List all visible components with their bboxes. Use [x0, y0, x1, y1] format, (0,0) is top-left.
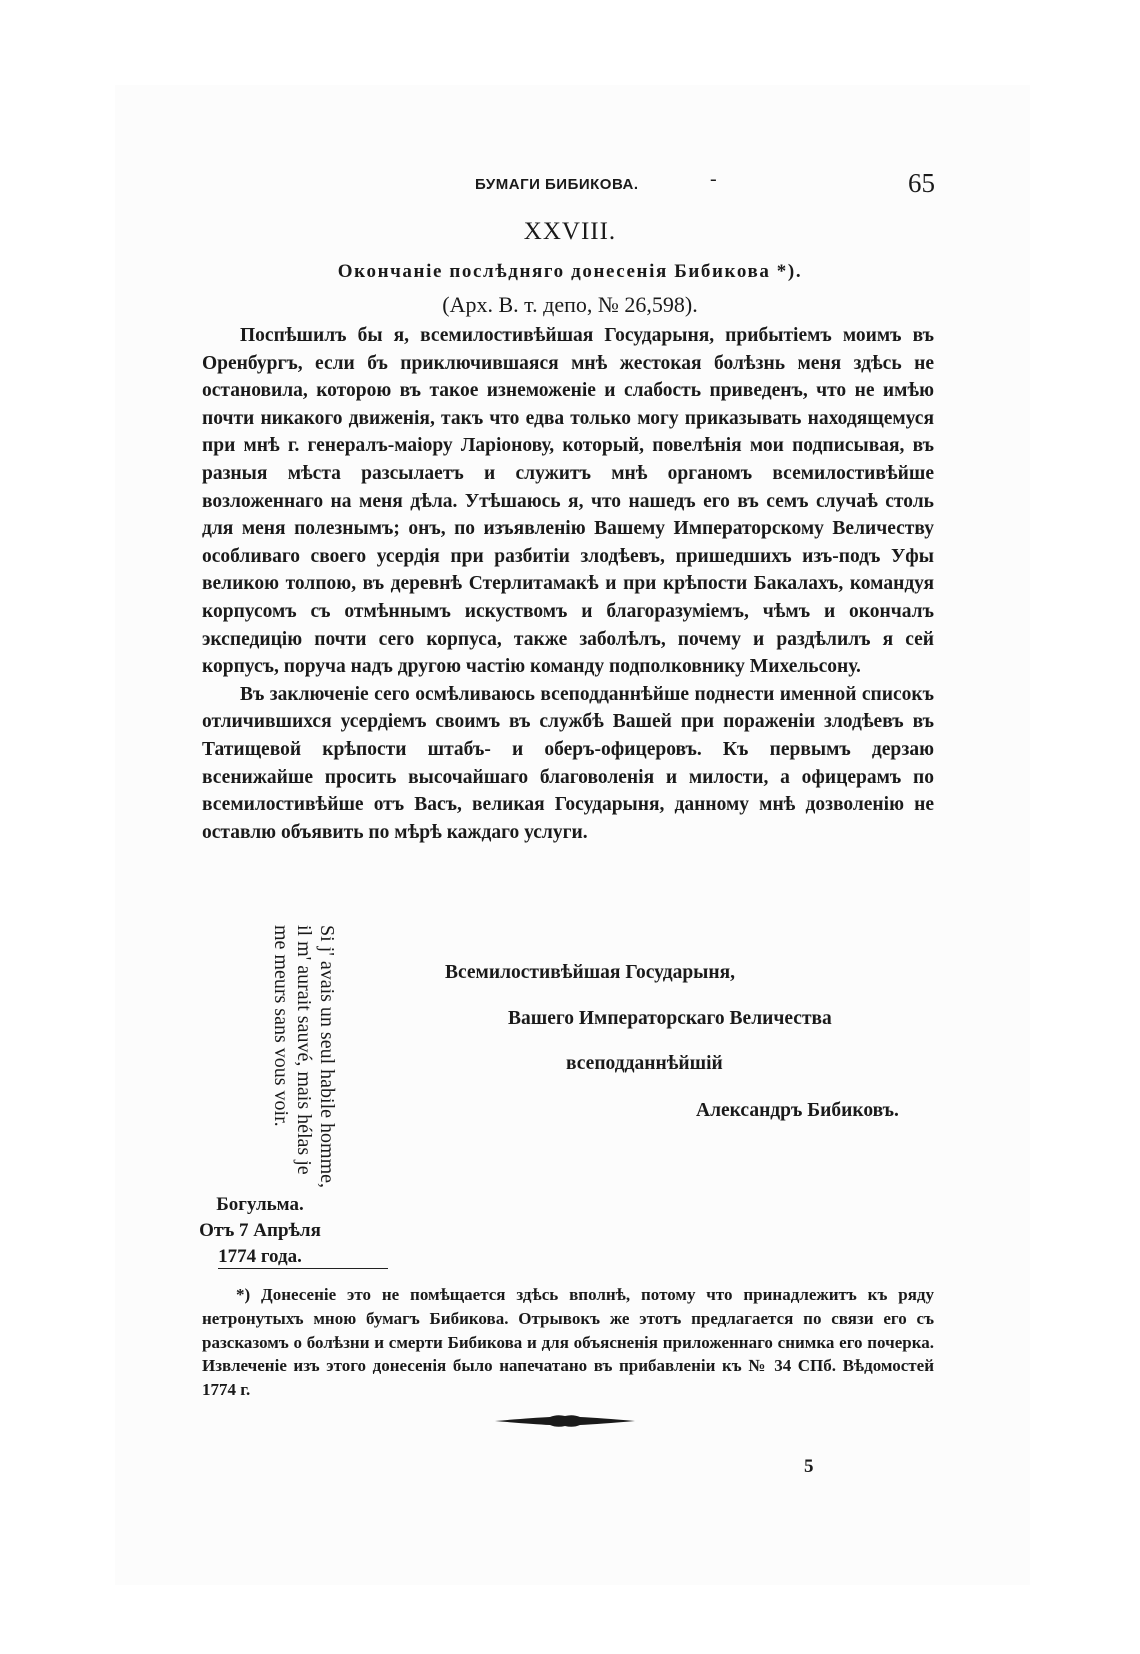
french-note-text: Si j' avais un seul habile homme, il m' aurait sauvé, mais hélas je me meurs sans vous voir.	[270, 925, 338, 1189]
rotated-french-note	[228, 925, 338, 1190]
footnote	[202, 1283, 934, 1402]
place-and-date	[190, 1192, 330, 1270]
running-title: БУМАГИ БИБИКОВА.	[475, 176, 639, 193]
year: 1774 года.	[218, 1246, 302, 1267]
signature-name: Александръ Бибиковъ.	[696, 1100, 899, 1121]
closing-salutation: Всемилостивѣйшая Государыня,	[445, 962, 736, 983]
footnote-text: *) Донесеніе это не помѣщается здѣсь вполнѣ, потому что принадлежитъ къ ряду нетронутыхъ мною бумагъ Бибикова. Отрывокъ же этотъ предлагается по связи его съ разсказомъ о болѣзни и смерти Бибикова и для объясненія приложеннаго снимка его почерка. Извлеченіе изъ этого донесенія было напечатано въ прибавленіи къ № 34 СПб. Вѣдомостей 1774 г.	[202, 1285, 934, 1400]
running-header	[190, 168, 935, 208]
footnote-rule	[218, 1268, 388, 1269]
document-heading: Окончаніе послѣдняго донесенія Бибикова *).	[337, 261, 803, 282]
closing-formula: всеподданнѣйшій	[566, 1053, 723, 1074]
printer-signature-mark: 5	[804, 1456, 814, 1477]
header-dash: -	[710, 168, 717, 190]
end-ornament	[495, 1414, 635, 1428]
body-paragraph: Въ заключеніе сего осмѣливаюсь всеподданнѣйше поднести именной списокъ отличившихся усердіемъ своимъ въ службѣ Вашей при пораженіи злодѣевъ въ Татищевой крѣпости штабъ- и оберъ-офицеровъ. Къ первымъ дерзаю всенижайше просить высочайшаго благоволенія и милости, а офицерамъ по всемилостивѣйше отъ Васъ, великая Государыня, данному мнѣ дозволенію не оставлю объявить по мѣрѣ каждаго услуги.	[202, 683, 934, 843]
archive-reference: (Арх. В. т. депо, № 26,598).	[442, 292, 698, 317]
document-number: XXVIII.	[523, 218, 617, 245]
closing-address: Вашего Императорскаго Величества	[508, 1008, 832, 1029]
letter-body	[202, 322, 934, 846]
body-paragraph: Поспѣшилъ бы я, всемилостивѣйшая Государыня, прибытіемъ моимъ въ Оренбургъ, если бъ приключившаяся мнѣ жестокая болѣзнь меня здѣсь не остановила, которою въ такое изнеможеніе и слабость приведенъ, что не имѣю почти никакого движенія, такъ что едва только могу приказывать находящемуся при мнѣ г. генералъ-маіору Ларіонову, который, повелѣнія мои подписывая, въ разныя мѣста разсылаетъ и служитъ мнѣ органомъ всемилостивѣйше возложеннаго на меня дѣла. Утѣшаюсь я, что нашедъ его въ семъ случаѣ столь для меня полезнымъ; онъ, по изъявленію Вашему Императорскому Величеству особливаго своего усердія при разбитіи злодѣевъ, пришедшихъ изъ-подъ Уфы великою толпою, въ деревнѣ Стерлитамакѣ и при крѣпости Бакалахъ, командуя корпусомъ съ отмѣннымъ искуствомъ и благоразуміемъ, чѣмъ и окончалъ экспедицію почти сего корпуса, также заболѣлъ, почему и раздѣлилъ я сей корпусъ, поруча надъ другою частію команду подполковнику Михельсону.	[202, 325, 934, 678]
page-number: 65	[908, 168, 935, 198]
date: Отъ 7 Апрѣля	[199, 1220, 321, 1241]
place: Богульма.	[216, 1194, 304, 1215]
